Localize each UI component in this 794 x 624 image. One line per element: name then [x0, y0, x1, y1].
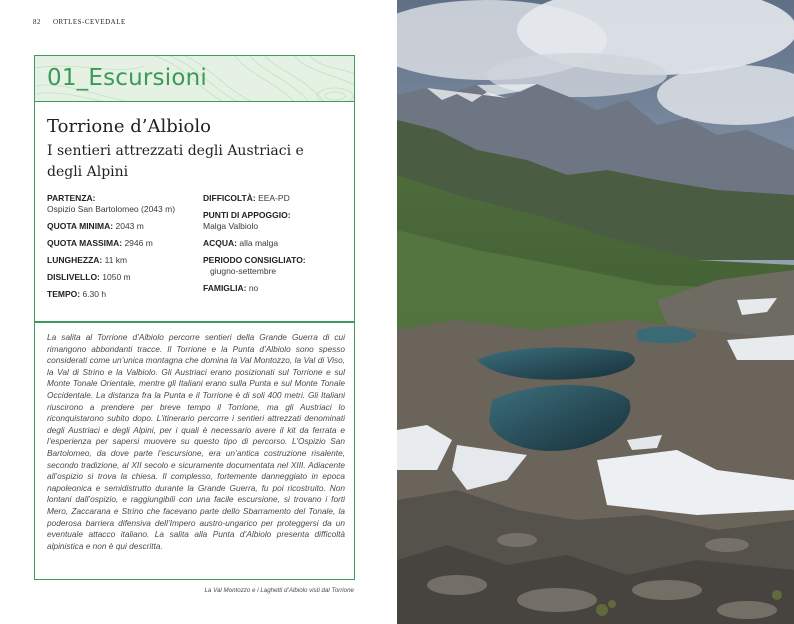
fact-quota-massima: QUOTA MASSIMA: 2946 m	[47, 238, 153, 248]
fact-dislivello: DISLIVELLO: 1050 m	[47, 272, 131, 282]
photo-caption: La Val Montozzo e i Laghetti d’Albiolo visti dal Torrione	[204, 587, 354, 594]
fact-acqua: ACQUA: alla malga	[203, 238, 279, 248]
running-header	[33, 18, 126, 26]
route-info-box	[34, 102, 355, 322]
fact-quota-minima: QUOTA MINIMA: 2043 m	[47, 221, 144, 231]
route-subtitle: I sentieri attrezzati degli Austriaci e degli Alpini	[47, 143, 304, 180]
route-title: Torrione d’Albiolo	[47, 116, 211, 137]
fact-lunghezza: LUNGHEZZA: 11 km	[47, 255, 128, 265]
landscape-illustration	[397, 0, 794, 624]
fact-difficolta: DIFFICOLTÀ: EEA-PD	[203, 193, 290, 203]
fact-partenza: PARTENZA: Ospizio San Bartolomeo (2043 m)	[47, 193, 176, 214]
section-band	[34, 55, 355, 102]
facts-left	[47, 193, 192, 306]
page-number: 82	[33, 18, 41, 26]
fact-periodo: PERIODO CONSIGLIATO: giugno-settembre	[203, 255, 306, 276]
section-title: ORTLES-CEVEDALE	[53, 18, 126, 26]
facts-right	[203, 193, 348, 300]
section-label: 01_Escursioni	[47, 65, 207, 91]
mountain-lakes-photo	[397, 0, 794, 624]
fact-tempo: TEMPO: 6.30 h	[47, 289, 107, 299]
fact-punti-appoggio: PUNTI DI APPOGGIO: Malga Valbiolo	[203, 210, 291, 231]
fact-famiglia: FAMIGLIA: no	[203, 283, 259, 293]
description-text: La salita al Torrione d’Albiolo percorre sentieri della Grande Guerra di cui rimangono abbondanti tracce. Il Torrione e la Punta d’Albiolo sono spesso considerati come un’unica montagna che domina la Val Montozzo, la Val di Viso, la Val di Strino e la Valbiolo. Gli Austriaci erano posizionati sul Torrione e sul Monte Tonale Orientale, mentre gli Italiani erano sulla Punta e sul Monte Tonale Occidentale. La distanza fra la Punta e il Torrione è di soli 400 metri. Gli Italiani riuscirono a prendere per breve tempo il Torrione, ma gli Austriaci lo riconquistarono subito dopo. L’itinerario percorre i sentieri attrezzati denominati degli Austriaci e degli Alpini, per i quali è necessario avere il kit da ferrata e l’esperienza per sapersi muovere su questo tipo di percorso. L’Ospizio San Bartolomeo, da dove parte l’escursione, era un’antica costruzione risalente, secondo tradizione, al XII secolo e sicuramente documentata nel XIII. Adiacente all’ospizio si trova la chiesa. Il complesso, fortemente danneggiato in epoca napoleonica e semidistrutto durante la Grande Guerra, fu poi ricostruito. Non lontani dall’ospizio, e raggiungibili con una facile escursione, si trovano i forti Mero, Zaccarana e Strino che facevano parte dello Sbarramento del Tonale, la poderosa barriera difensiva dell’Impero austro-ungarico per proteggersi da un eventuale attacco italiano. La salita alla Punta d’Albiolo presenta difficoltà alpinistica e non è qui descritta.	[47, 332, 345, 551]
description-box	[34, 322, 355, 580]
